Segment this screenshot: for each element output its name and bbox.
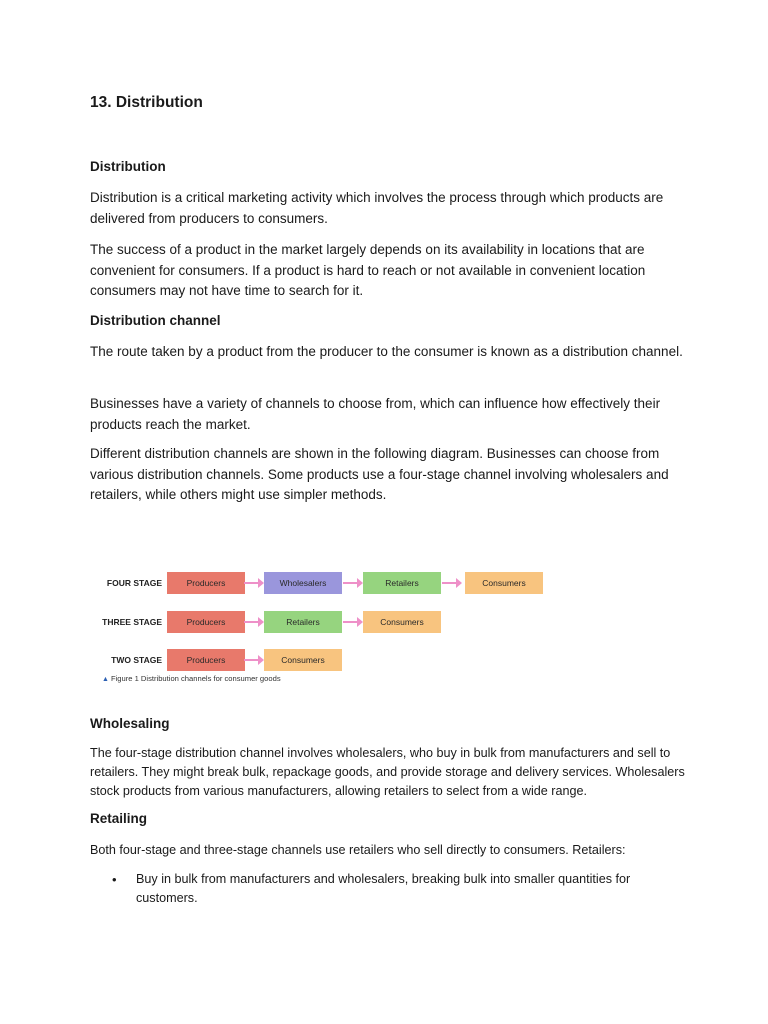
heading-wholesaling: Wholesaling <box>90 716 170 731</box>
arrow-right-icon <box>243 654 265 666</box>
arrow-right-icon <box>342 616 364 628</box>
channel-step-consumers: Consumers <box>264 649 342 671</box>
figure-caption-text: Figure 1 Distribution channels for consumer goods <box>110 674 281 683</box>
channel-step-producers: Producers <box>167 572 245 594</box>
distribution-channels-figure <box>96 567 556 687</box>
paragraph-retailing: Both four-stage and three-stage channels use retailers who sell directly to consumers. Retailers: <box>90 843 626 857</box>
arrow-right-icon <box>243 616 265 628</box>
paragraph-distribution-availability: The success of a product in the market largely depends on its availability in locations that are convenient for consumers. If a product is hard to reach or not available in convenient location consumers may not have time to search for it. <box>90 242 646 298</box>
figure-row-four-stage <box>96 572 556 594</box>
page-title: 13. Distribution <box>90 94 203 111</box>
caption-triangle-icon: ▲ <box>102 676 109 683</box>
channel-step-consumers: Consumers <box>465 572 543 594</box>
figure-row-two-stage <box>96 649 556 671</box>
paragraph-channel-variety: Businesses have a variety of channels to choose from, which can influence how effectively their products reach the market. <box>90 396 661 432</box>
channel-step-retailers: Retailers <box>264 611 342 633</box>
heading-retailing: Retailing <box>90 811 148 826</box>
paragraph-wholesaling: The four-stage distribution channel involves wholesalers, who buy in bulk from manufacturers and sell to retailers. They might break bulk, repackage goods, and provide storage and delivery services. Wholesalers stock products from various manufacturers, allowing retailers to select from a wide range. <box>90 746 685 798</box>
channel-step-producers: Producers <box>167 611 245 633</box>
bullet-icon: • <box>112 872 117 887</box>
stage-label: TWO STAGE <box>111 655 162 665</box>
channel-step-producers: Producers <box>167 649 245 671</box>
arrow-right-icon <box>243 577 265 589</box>
arrow-right-icon <box>441 577 463 589</box>
channel-step-wholesalers: Wholesalers <box>264 572 342 594</box>
heading-distribution: Distribution <box>90 159 166 174</box>
arrow-right-icon <box>342 577 364 589</box>
list-item-text: Buy in bulk from manufacturers and wholesalers, breaking bulk into smaller quantities for customers. <box>136 872 631 905</box>
paragraph-distribution-definition: Distribution is a critical marketing activity which involves the process through which products are delivered from producers to consumers. <box>90 190 664 226</box>
channel-step-consumers: Consumers <box>363 611 441 633</box>
paragraph-channel-definition: The route taken by a product from the producer to the consumer is known as a distribution channel. <box>90 344 683 359</box>
stage-label: FOUR STAGE <box>106 578 162 588</box>
stage-label: THREE STAGE <box>102 617 162 627</box>
channel-step-retailers: Retailers <box>363 572 441 594</box>
figure-caption <box>102 674 281 683</box>
paragraph-channel-diagram-intro: Different distribution channels are shown in the following diagram. Businesses can choose from various distribution channels. Some products use a four-stage channel involving wholesalers and retailers, while others might use simpler methods. <box>90 446 669 502</box>
figure-row-three-stage <box>96 611 556 633</box>
heading-distribution-channel: Distribution channel <box>90 313 221 328</box>
